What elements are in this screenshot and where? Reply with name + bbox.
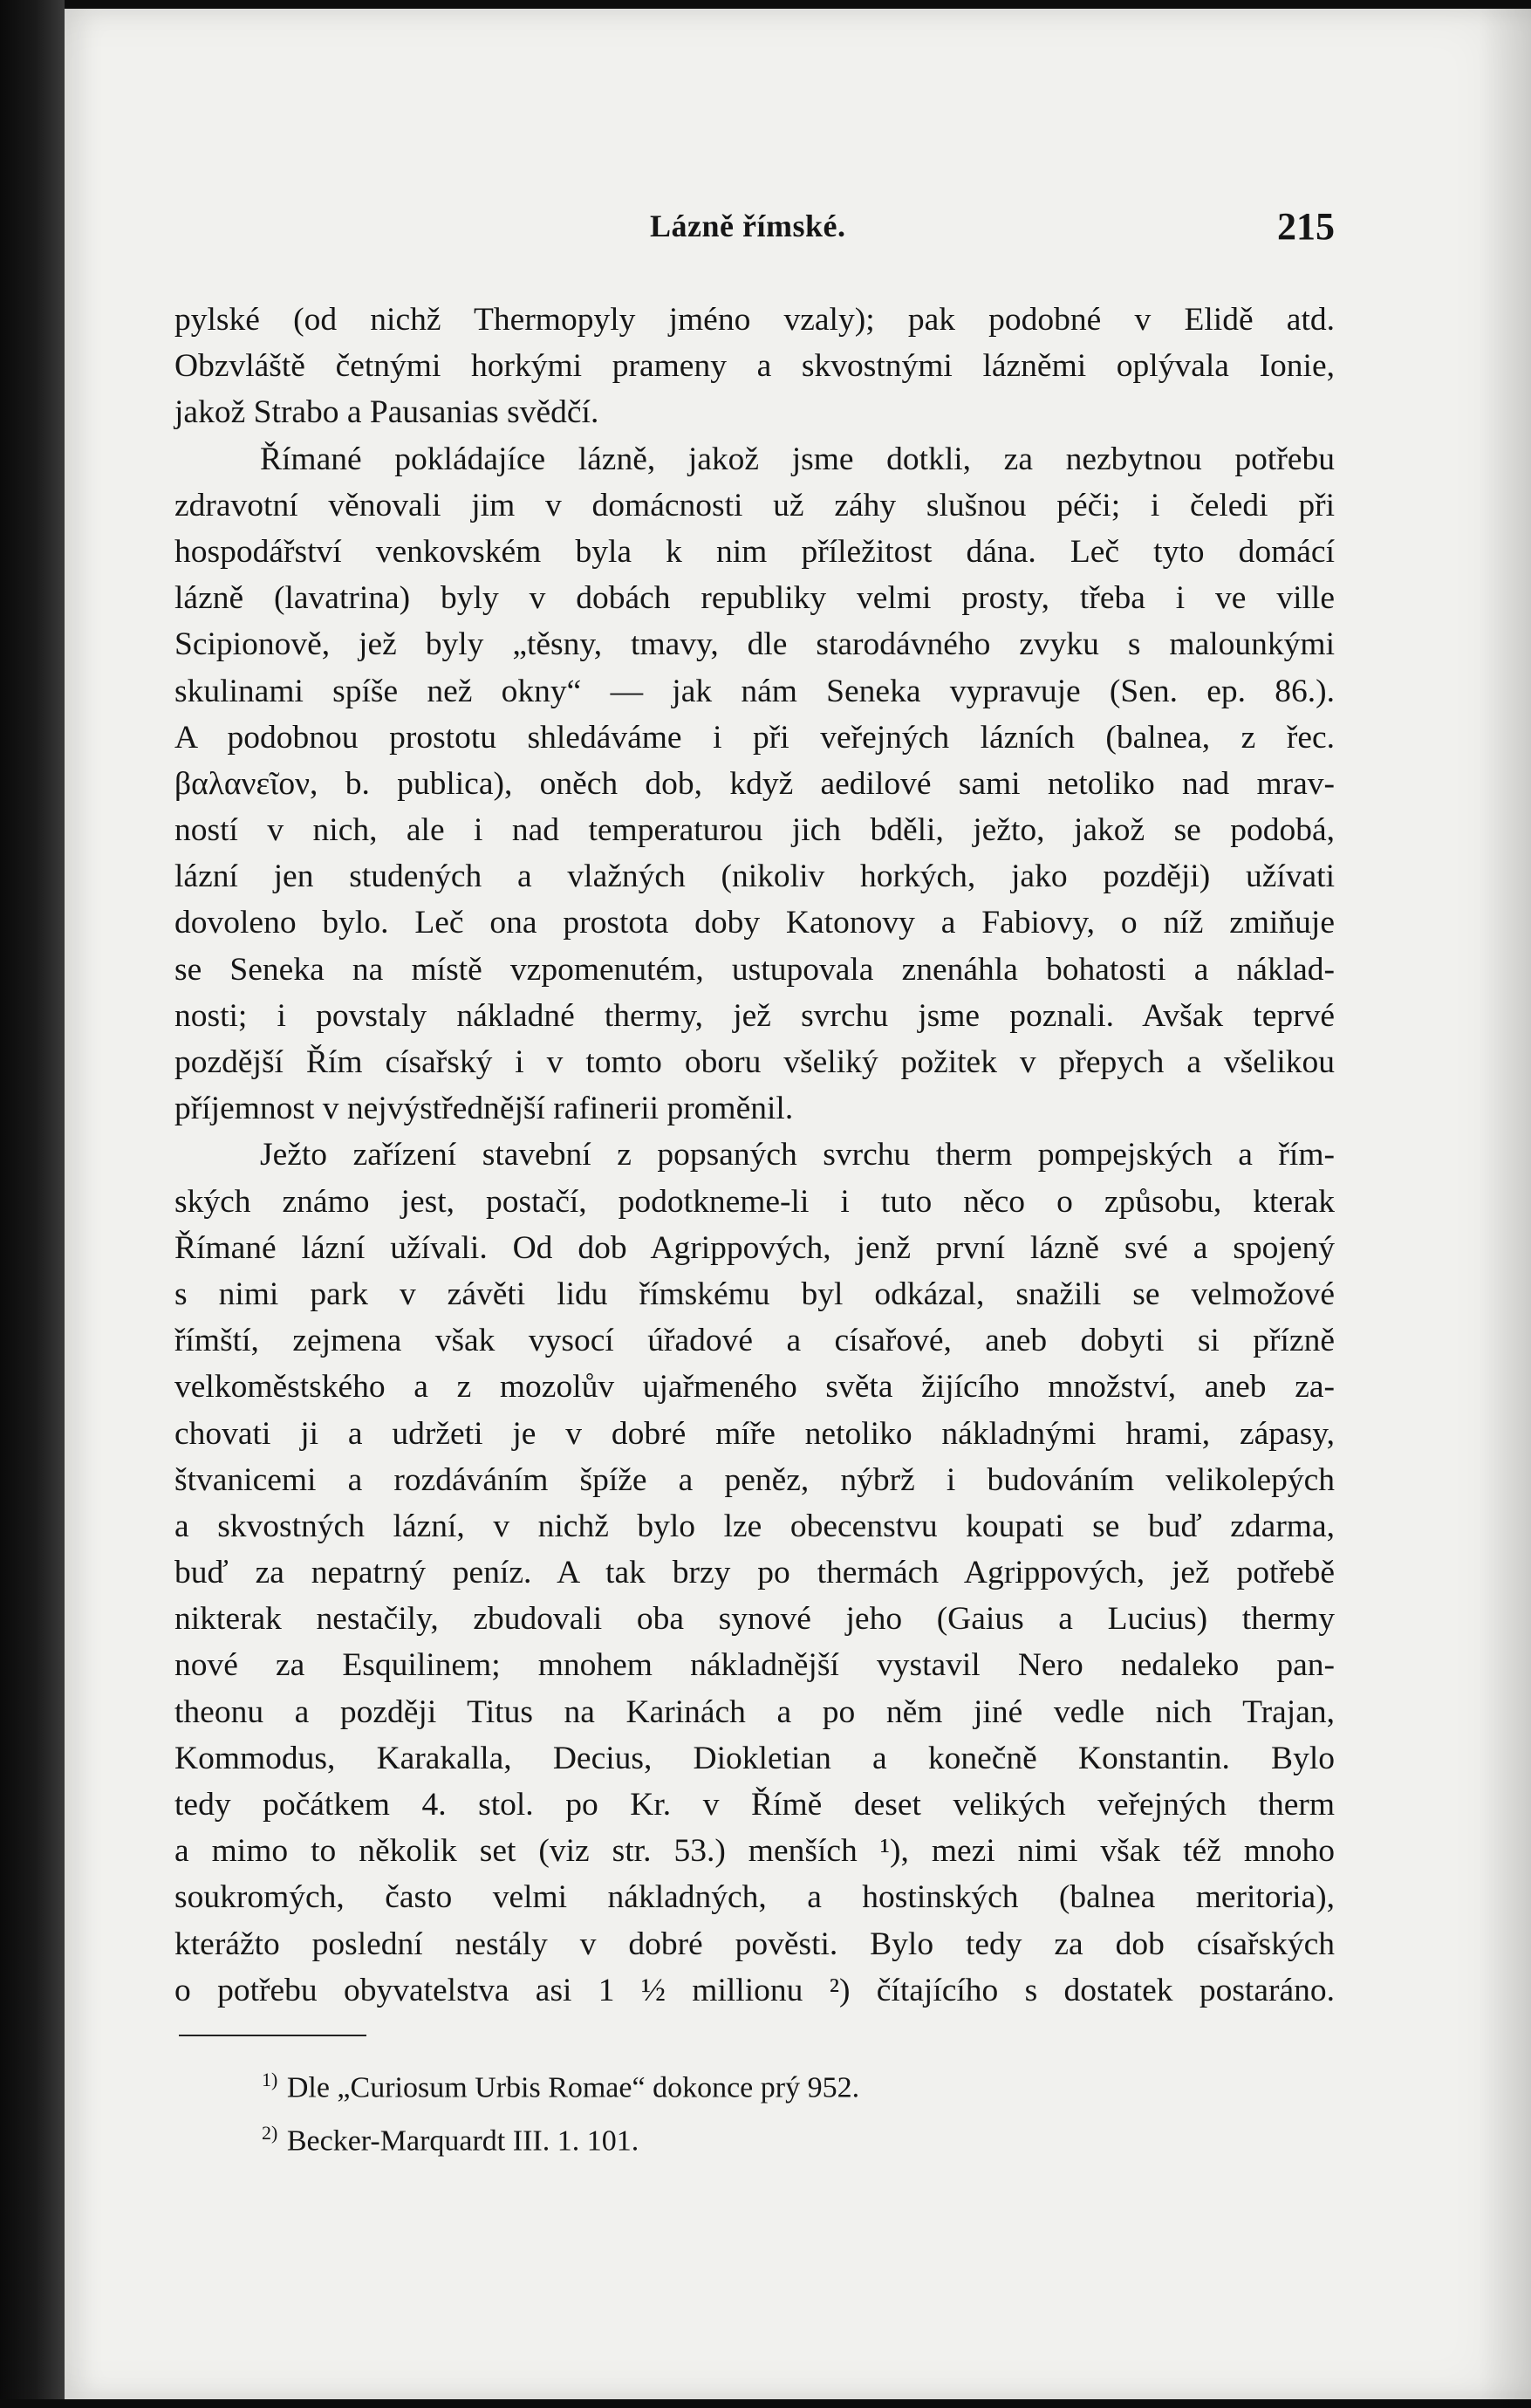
- text-line: skulinami spíše než okny“ — jak nám Seneka vypravuje (Sen. ep. 86.).: [174, 673, 1335, 709]
- text-line: nosti; i povstaly nákladné thermy, jež svrchu jsme poznali. Avšak teprvé: [174, 997, 1335, 1034]
- page-header: [174, 202, 1335, 255]
- footnote: [262, 2110, 859, 2164]
- text-line: a skvostných lázní, v nichž bylo lze obecenstvu koupati se buď zdarma,: [174, 1508, 1335, 1544]
- text-line: theonu a později Titus na Karinách a po něm jiné vedle nich Trajan,: [174, 1693, 1335, 1730]
- footnote: [262, 2057, 859, 2110]
- footnotes: [262, 2057, 859, 2165]
- text-line: tedy počátkem 4. stol. po Kr. v Římě deset velikých veřejných therm: [174, 1787, 1335, 1823]
- text-line: Ježto zařízení stavební z popsaných svrchu therm pompejských a řím-: [260, 1137, 1335, 1173]
- text-line: lázní jen studených a vlažných (nikoliv horkých, jako později) užívati: [174, 859, 1335, 895]
- text-line: s nimi park v závěti lidu římskému byl odkázal, snažili se velmožové: [174, 1276, 1335, 1312]
- text-line: pozdější Řím císařský i v tomto oboru všeliký požitek v přepych a všelikou: [174, 1044, 1335, 1080]
- footnote-text: Dle „Curiosum Urbis Romae“ dokonce prý 952.: [286, 2071, 860, 2104]
- footnote-mark: 1): [262, 2069, 278, 2090]
- text-line: buď za nepatrný peníz. A tak brzy po thermách Agrippových, jež potřebě: [174, 1555, 1335, 1591]
- footnote-text: Becker-Marquardt III. 1. 101.: [286, 2124, 639, 2158]
- book-binding-edge: [0, 0, 65, 2399]
- text-line: jakož Strabo a Pausanias svědčí.: [174, 394, 599, 431]
- text-line: ských známo jest, postačí, podotkneme-li i tuto něco o způsobu, kterak: [174, 1183, 1335, 1220]
- text-line: Kommodus, Karakalla, Decius, Diokletian a konečně Konstantin. Bylo: [174, 1740, 1335, 1776]
- text-line: příjemnost v nejvýstřednější rafinerii proměnil.: [174, 1091, 794, 1127]
- text-line: soukromých, často velmi nákladných, a hostinských (balnea meritoria),: [174, 1879, 1335, 1916]
- text-line: Římané lázní užívali. Od dob Agrippových, jenž první lázně své a spojený: [174, 1229, 1335, 1266]
- text-line: a mimo to několik set (viz str. 53.) menších ¹), mezi nimi však též mnoho: [174, 1833, 1335, 1870]
- text-line: A podobnou prostotu shledáváme i při veřejných lázních (balnea, z řec.: [174, 719, 1335, 756]
- text-line: Římané pokládajíce lázně, jakož jsme dotkli, za nezbytnou potřebu: [260, 441, 1335, 477]
- text-line: velkoměstského a z mozolův ujařmeného světa žijícího množství, aneb za-: [174, 1369, 1335, 1406]
- text-line: nové za Esquilinem; mnohem nákladnější vystavil Nero nedaleko pan-: [174, 1647, 1335, 1684]
- text-line: římští, zejmena však vysocí úřadové a císařové, aneb dobyti si přízně: [174, 1323, 1335, 1359]
- text-line: dovoleno bylo. Leč ona prostota doby Katonovy a Fabiovy, o níž zmiňuje: [174, 905, 1335, 941]
- footnote-divider: [179, 2035, 366, 2036]
- text-line: nikterak nestačily, zbudovali oba synové jeho (Gaius a Lucius) thermy: [174, 1601, 1335, 1638]
- footnote-mark: 2): [262, 2122, 278, 2145]
- text-line: Scipionově, jež byly „těsny, tmavy, dle starodávného zvyku s malounkými: [174, 626, 1335, 663]
- text-line: lázně (lavatrina) byly v dobách republiky velmi prosty, třeba i ve ville: [174, 580, 1335, 617]
- text-line: o potřebu obyvatelstva asi 1 ½ millionu ²) čítajícího s dostatek postaráno.: [174, 1972, 1335, 2008]
- running-title: Lázně římské.: [650, 209, 846, 243]
- text-line: pylské (od nichž Thermopyly jméno vzaly); pak podobné v Elidě atd.: [174, 302, 1335, 338]
- main-text: [174, 297, 1335, 2014]
- page-edge-shadow: [1479, 9, 1531, 2408]
- text-line: ností v nich, ale i nad temperaturou jich bděli, ježto, jakož se podobá,: [174, 812, 1335, 849]
- text-line: zdravotní věnovali jim v domácnosti už záhy slušnou péči; i čeledi při: [174, 487, 1335, 523]
- text-line: βαλανεῖον, b. publica), oněch dob, když aedilové sami netoliko nad mrav-: [174, 765, 1335, 802]
- page-number: 215: [1277, 205, 1335, 248]
- text-line: hospodářství venkovském byla k nim příležitost dána. Leč tyto domácí: [174, 533, 1335, 570]
- text-line: Obzvláště četnými horkými prameny a skvostnými lázněmi oplývala Ionie,: [174, 348, 1335, 385]
- text-line: chovati ji a udržeti je v dobré míře netoliko nákladnými hrami, zápasy,: [174, 1415, 1335, 1452]
- text-line: štvanicemi a rozdáváním špíže a peněz, nýbrž i budováním velikolepých: [174, 1461, 1335, 1498]
- text-line: kterážto poslední nestály v dobré pověsti. Bylo tedy za dob císařských: [174, 1926, 1335, 1962]
- text-line: se Seneka na místě vzpomenutém, ustupovala znenáhla bohatosti a náklad-: [174, 951, 1335, 988]
